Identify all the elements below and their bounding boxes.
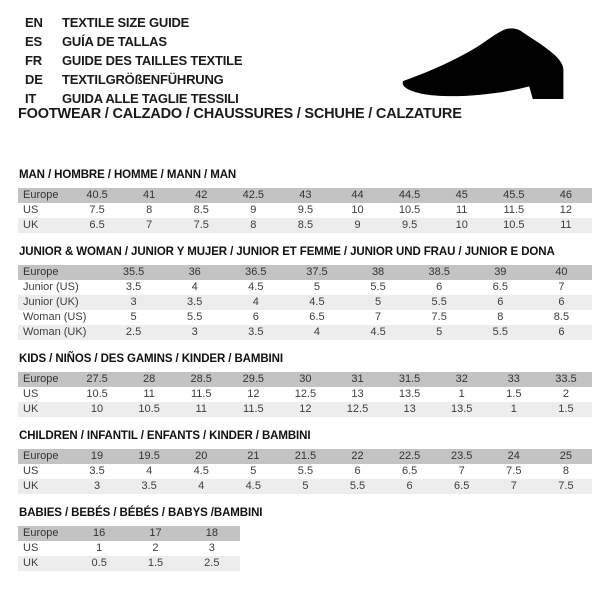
size-value: 6: [384, 479, 436, 494]
size-value: 33: [488, 372, 540, 387]
lang-title: TEXTILE SIZE GUIDE: [62, 15, 190, 30]
lang-code: EN: [25, 15, 43, 30]
size-value: 45: [436, 188, 488, 203]
row-label: UK: [18, 402, 71, 417]
size-value: 6: [531, 295, 592, 310]
row-label: US: [23, 204, 39, 216]
size-value: 6: [470, 295, 531, 310]
table-row: [18, 280, 592, 295]
size-value: 30: [279, 372, 331, 387]
size-value: 3.5: [225, 325, 286, 340]
size-value: 4.5: [227, 479, 279, 494]
row-label: Woman (UK): [18, 325, 103, 340]
size-value: 1: [96, 542, 103, 554]
size-value: 6.5: [436, 479, 488, 494]
size-value: 12: [559, 204, 573, 216]
size-value: 4: [225, 295, 286, 310]
table-title: JUNIOR & WOMAN / JUNIOR Y MUJER / JUNIOR ET FEMME / JUNIOR UND FRAU / JUNIOR E DONA: [19, 246, 555, 258]
row-label: Junior (UK): [18, 295, 103, 310]
size-value: 35.5: [103, 265, 164, 280]
size-section-3: [18, 430, 592, 494]
size-value: 25: [540, 449, 592, 464]
size-value: 12: [279, 402, 331, 417]
size-value: 10: [71, 402, 123, 417]
size-value: 40.5: [71, 188, 123, 203]
lang-title: GUIDE DES TAILLES TEXTILE: [62, 53, 243, 68]
table-row: [18, 203, 592, 218]
size-value: 4: [191, 281, 198, 293]
size-value: 36.5: [225, 265, 286, 280]
size-table: [18, 265, 592, 340]
table-row: [18, 218, 592, 233]
size-value: 9.5: [297, 204, 314, 216]
table-title: KIDS / NIÑOS / DES GAMINS / KINDER / BAMBINI: [19, 353, 283, 365]
size-value: 20: [175, 449, 227, 464]
table-title: MAN / HOMBRE / HOMME / MANN / MAN: [19, 169, 237, 181]
size-value: 8.5: [279, 218, 331, 233]
size-table: [18, 449, 592, 494]
size-value: 11: [175, 402, 227, 417]
size-value: 31: [331, 372, 383, 387]
size-value: 4.5: [348, 325, 409, 340]
size-value: 41: [123, 188, 175, 203]
table-row: [18, 479, 592, 494]
size-value: 7.5: [431, 311, 447, 323]
size-value: 5.5: [470, 325, 531, 340]
size-value: 3.5: [89, 465, 105, 477]
size-value: 37.5: [286, 265, 347, 280]
size-section-2: [18, 353, 592, 417]
size-value: 3: [164, 325, 225, 340]
size-value: 4.5: [193, 465, 209, 477]
size-value: 11.5: [190, 388, 212, 400]
size-value: 5: [313, 281, 320, 293]
lang-code: DE: [25, 72, 43, 87]
size-value: 16: [71, 526, 127, 541]
table-title: CHILDREN / INFANTIL / ENFANTS / KINDER / BAMBINI: [19, 430, 311, 442]
size-table: [18, 188, 592, 233]
row-label: Junior (US): [23, 281, 79, 293]
row-label: Europe: [18, 188, 71, 203]
size-table: [18, 372, 592, 417]
size-value: 8: [497, 311, 504, 323]
size-value: 11: [455, 204, 468, 216]
lang-code: IT: [25, 91, 37, 106]
dress-shoe-icon: [393, 18, 579, 108]
size-value: 4: [175, 479, 227, 494]
lang-row-fr: [25, 51, 242, 70]
table-row: [18, 188, 592, 203]
size-value: 42: [175, 188, 227, 203]
size-value: 10.5: [398, 204, 421, 216]
row-label: Europe: [18, 372, 71, 387]
size-value: 11.5: [503, 204, 525, 216]
table-row: [18, 387, 592, 402]
size-value: 7: [488, 479, 540, 494]
lang-title: GUÍA DE TALLAS: [62, 34, 167, 49]
size-value: 3: [103, 295, 164, 310]
size-value: 10: [436, 218, 488, 233]
size-value: 44: [331, 188, 383, 203]
size-value: 4: [146, 465, 153, 477]
size-value: 40: [531, 265, 592, 280]
lang-code: FR: [25, 53, 42, 68]
size-value: 27.5: [71, 372, 123, 387]
size-value: 8.5: [553, 311, 570, 323]
lang-row-de: [25, 70, 242, 89]
size-value: 5.5: [187, 311, 203, 323]
size-value: 6: [252, 311, 259, 323]
size-value: 24: [488, 449, 540, 464]
size-value: 5.5: [297, 465, 314, 477]
lang-row-en: [25, 13, 242, 32]
size-value: 10.5: [123, 402, 175, 417]
table-row: [18, 372, 592, 387]
lang-code: ES: [25, 34, 42, 49]
size-value: 9: [331, 218, 383, 233]
table-row: [18, 449, 592, 464]
size-value: 13: [384, 402, 436, 417]
size-value: 1.5: [506, 388, 522, 400]
size-value: 1: [458, 388, 465, 400]
size-value: 38.5: [409, 265, 470, 280]
size-value: 3: [208, 542, 215, 554]
size-value: 3.5: [164, 295, 225, 310]
size-value: 6.5: [71, 218, 123, 233]
size-value: 4.5: [286, 295, 347, 310]
size-value: 45.5: [488, 188, 540, 203]
size-value: 8: [562, 465, 569, 477]
size-value: 10.5: [86, 388, 108, 400]
row-label: UK: [18, 556, 71, 571]
size-value: 5: [130, 311, 137, 323]
size-value: 5: [279, 479, 331, 494]
size-value: 3.5: [123, 479, 175, 494]
size-value: 21.5: [279, 449, 331, 464]
size-value: 1.5: [540, 402, 592, 417]
size-value: 42.5: [227, 188, 279, 203]
table-row: [18, 402, 592, 417]
size-value: 11: [143, 388, 155, 400]
size-value: 28.5: [175, 372, 227, 387]
size-value: 8: [146, 204, 153, 216]
size-value: 5.5: [370, 281, 386, 293]
size-section-1: [18, 246, 592, 340]
size-value: 17: [127, 526, 183, 541]
size-value: 6.5: [401, 465, 418, 477]
size-value: 9.5: [384, 218, 436, 233]
size-value: 23.5: [436, 449, 488, 464]
size-value: 6.5: [492, 281, 508, 293]
size-value: 10.5: [488, 218, 540, 233]
size-value: 31.5: [384, 372, 436, 387]
size-value: 12.5: [294, 388, 317, 400]
size-value: 0.5: [71, 556, 127, 571]
row-label: Europe: [18, 449, 71, 464]
size-value: 13.5: [436, 402, 488, 417]
size-value: 8.5: [193, 204, 209, 216]
size-value: 19.5: [123, 449, 175, 464]
size-value: 2: [152, 542, 159, 554]
row-label: US: [23, 542, 39, 554]
table-row: [18, 295, 592, 310]
row-label: UK: [18, 218, 71, 233]
size-value: 2.5: [184, 556, 240, 571]
size-value: 4.5: [248, 281, 264, 293]
row-label: Europe: [18, 265, 103, 280]
table-row: [18, 464, 592, 479]
table-row: [18, 310, 592, 325]
size-value: 44.5: [384, 188, 436, 203]
size-value: 2.5: [103, 325, 164, 340]
row-label: US: [23, 388, 39, 400]
size-value: 2: [562, 388, 569, 400]
size-value: 7: [558, 281, 565, 293]
size-section-0: [18, 169, 592, 233]
size-value: 22: [331, 449, 383, 464]
size-value: 46: [540, 188, 592, 203]
size-value: 36: [164, 265, 225, 280]
size-value: 18: [184, 526, 240, 541]
size-value: 5: [409, 325, 470, 340]
size-value: 3.5: [125, 281, 142, 293]
size-value: 13: [351, 388, 364, 400]
size-value: 32: [436, 372, 488, 387]
size-value: 11: [540, 218, 592, 233]
table-row: [18, 265, 592, 280]
table-row: [18, 325, 592, 340]
size-value: 19: [71, 449, 123, 464]
size-value: 7: [375, 311, 382, 323]
row-label: US: [23, 465, 39, 477]
size-value: 38: [348, 265, 409, 280]
size-value: 7.5: [89, 204, 105, 216]
size-value: 43: [279, 188, 331, 203]
size-value: 1: [488, 402, 540, 417]
size-value: 3: [71, 479, 123, 494]
size-value: 7.5: [540, 479, 592, 494]
size-value: 33.5: [540, 372, 592, 387]
size-value: 8: [227, 218, 279, 233]
language-title-block: [25, 13, 242, 108]
size-value: 11.5: [227, 402, 279, 417]
lang-title: TEXTILGRÖßENFÜHRUNG: [62, 72, 224, 87]
row-label: UK: [18, 479, 71, 494]
size-value: 7.5: [175, 218, 227, 233]
size-value: 21: [227, 449, 279, 464]
size-value: 12: [247, 388, 260, 400]
size-value: 1.5: [127, 556, 183, 571]
row-label: Woman (US): [23, 311, 87, 323]
size-value: 22.5: [384, 449, 436, 464]
size-value: 13.5: [398, 388, 421, 400]
category-line: FOOTWEAR / CALZADO / CHAUSSURES / SCHUHE / CALZATURE: [18, 106, 462, 122]
size-value: 4: [286, 325, 347, 340]
size-value: 6: [354, 465, 361, 477]
size-value: 12.5: [331, 402, 383, 417]
size-value: 10: [351, 204, 364, 216]
table-title: BABIES / BEBÉS / BÉBÉS / BABYS /BAMBINI: [19, 507, 263, 519]
size-table: [18, 526, 240, 571]
size-value: 7.5: [506, 465, 522, 477]
lang-row-es: [25, 32, 242, 51]
table-row: [18, 541, 240, 556]
size-value: 28: [123, 372, 175, 387]
lang-title: GUIDA ALLE TAGLIE TESSILI: [62, 91, 239, 106]
size-value: 29.5: [227, 372, 279, 387]
size-value: 5: [250, 465, 257, 477]
size-value: 5: [348, 295, 409, 310]
size-value: 6: [436, 281, 443, 293]
size-tables: [18, 169, 592, 584]
table-row: [18, 556, 240, 571]
table-row: [18, 526, 240, 541]
size-value: 9: [250, 204, 257, 216]
row-label: Europe: [18, 526, 71, 541]
size-value: 6.5: [309, 311, 325, 323]
size-value: 39: [470, 265, 531, 280]
size-section-4: [18, 507, 592, 571]
size-value: 6: [531, 325, 592, 340]
size-value: 5.5: [409, 295, 470, 310]
size-value: 5.5: [331, 479, 383, 494]
size-value: 7: [458, 465, 465, 477]
size-value: 7: [123, 218, 175, 233]
